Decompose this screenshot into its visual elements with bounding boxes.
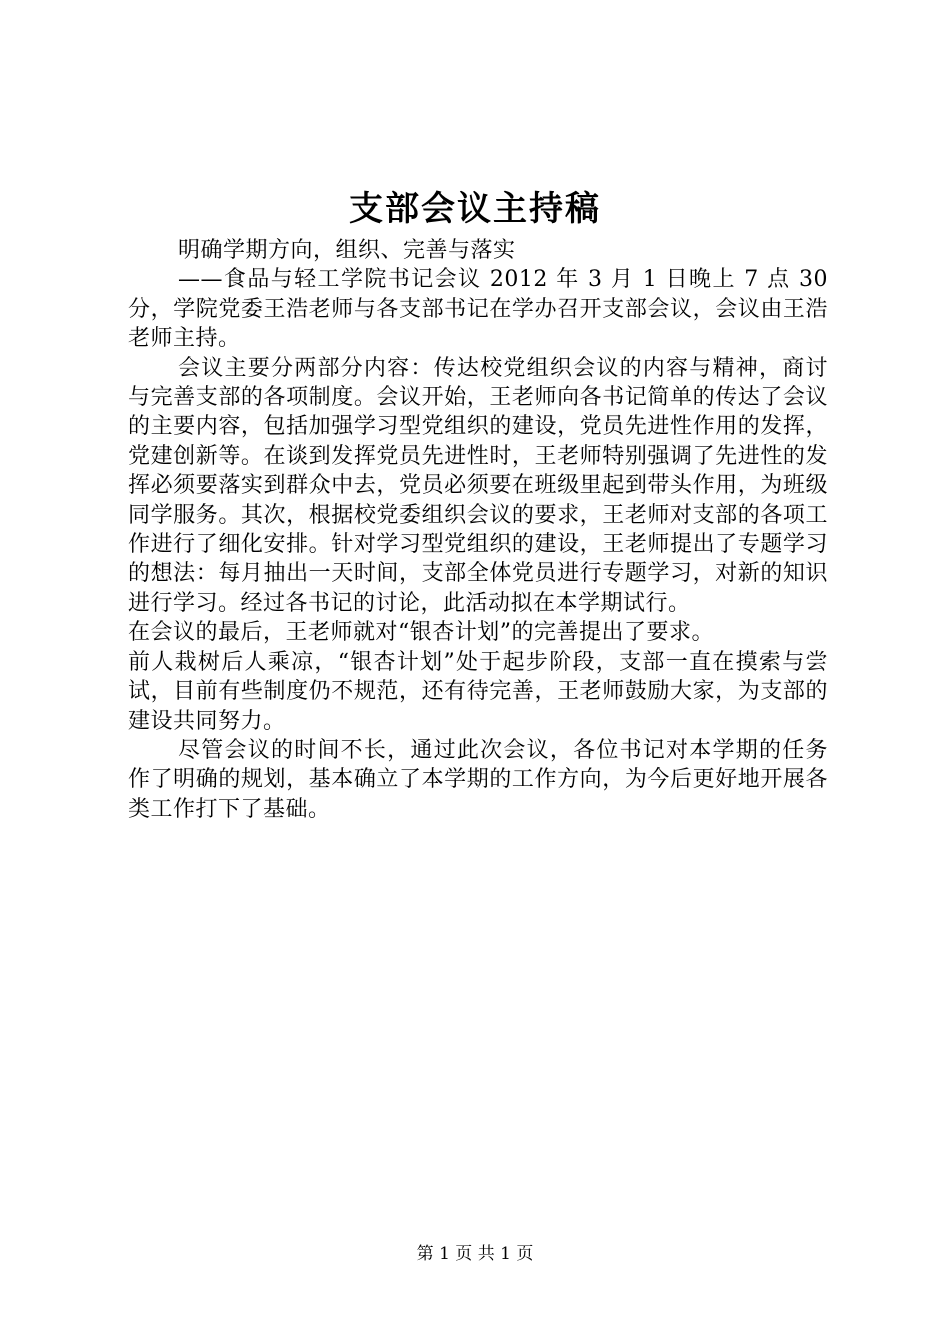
yinxing-plan-paragraph: 前人栽树后人乘凉，“银杏计划”处于起步阶段，支部一直在摸索与尝试，目前有些制度仍不规范，还有待完善，王老师鼓励大家，为支部的建设共同努力。 (128, 649, 828, 734)
document-body (128, 236, 828, 824)
intro-paragraph: ——食品与轻工学院书记会议 2012 年 3 月 1 日晚上 7 点 30 分，学院党委王浩老师与各支部书记在学办召开支部会议，会议由王浩老师主持。 (128, 267, 828, 352)
closing-requirement-line: 在会议的最后，王老师就对“银杏计划”的完善提出了要求。 (128, 620, 714, 646)
subtitle-paragraph: 明确学期方向，组织、完善与落实 (178, 238, 516, 263)
content-paragraph: 会议主要分两部分内容：传达校党组织会议的内容与精神，商讨与完善支部的各项制度。会议开始，王老师向各书记简单的传达了会议的主要内容，包括加强学习型党组织的建设，党员先进性作用的发挥，党建创新等。在谈到发挥党员先进性时，王老师特别强调了先进性的发挥必须要落实到群众中去，党员必须要在班级里起到带头作用，为班级同学服务。其次，根据校党委组织会议的要求，王老师对支部的各项工作进行了细化安排。针对学习型党组织的建设，王老师提出了专题学习的想法：每月抽出一天时间，支部全体党员进行专题学习，对新的知识进行学习。经过各书记的讨论，此活动拟在本学期试行。 (128, 355, 828, 616)
document-title: 支部会议主持稿 (349, 189, 601, 229)
page-footer: 第 1 页 共 1 页 (416, 1244, 534, 1264)
conclusion-paragraph: 尽管会议的时间不长，通过此次会议，各位书记对本学期的任务作了明确的规划，基本确立了本学期的工作方向，为今后更好地开展各类工作打下了基础。 (128, 737, 828, 822)
